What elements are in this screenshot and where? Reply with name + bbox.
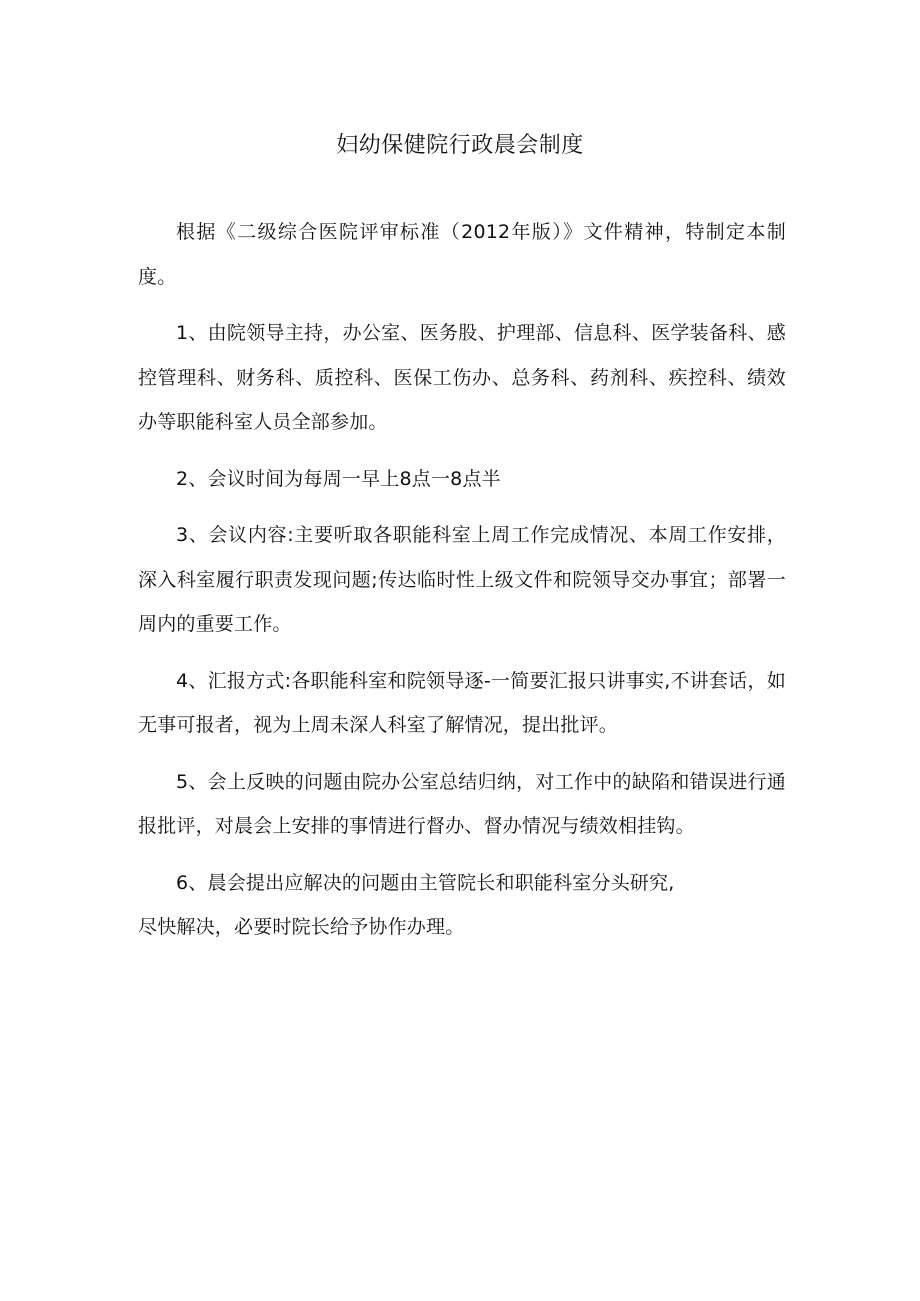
paragraph-item-2: 2、会议时间为每周一早上8点一8点半 xyxy=(176,467,501,490)
paragraph-item-3: 3、会议内容:主要听取各职能科室上周工作完成情况、本周工作安排，深入科室履行职责发现问题;传达临时性上级文件和院领导交办事宜；部署一周内的重要工作。 xyxy=(138,524,786,635)
paragraph-intro: 根据《二级综合医院评审标准（2012年版）》文件精神，特制定本制度。 xyxy=(138,221,786,288)
paragraph-item-5: 5、会上反映的问题由院办公室总结归纳，对工作中的缺陷和错误进行通报批评，对晨会上安排的事情进行督办、督办情况与绩效相挂钩。 xyxy=(138,770,786,837)
paragraph-item-1: 1、由院领导主持，办公室、医务股、护理部、信息科、医学装备科、感控管理科、财务科、质控科、医保工伤办、总务科、药剂科、疾控科、绩效办等职能科室人员全部参加。 xyxy=(138,322,786,433)
paragraph-item-6-line-1: 6、晨会提出应解决的问题由主管院长和职能科室分头研究, xyxy=(176,871,675,894)
paragraph-item-6 xyxy=(138,861,786,950)
paragraph-item-4: 4、汇报方式:各职能科室和院领导逐-一简要汇报只讲事实,不讲套话，如无事可报者，视为上周未深人科室了解情况，提出批评。 xyxy=(138,669,786,736)
document-body xyxy=(138,210,786,950)
document-title: 妇幼保健院行政晨会制度 xyxy=(336,133,584,158)
paragraph-item-6-line-2: 尽快解决，必要时院长给予协作办理。 xyxy=(138,916,465,938)
